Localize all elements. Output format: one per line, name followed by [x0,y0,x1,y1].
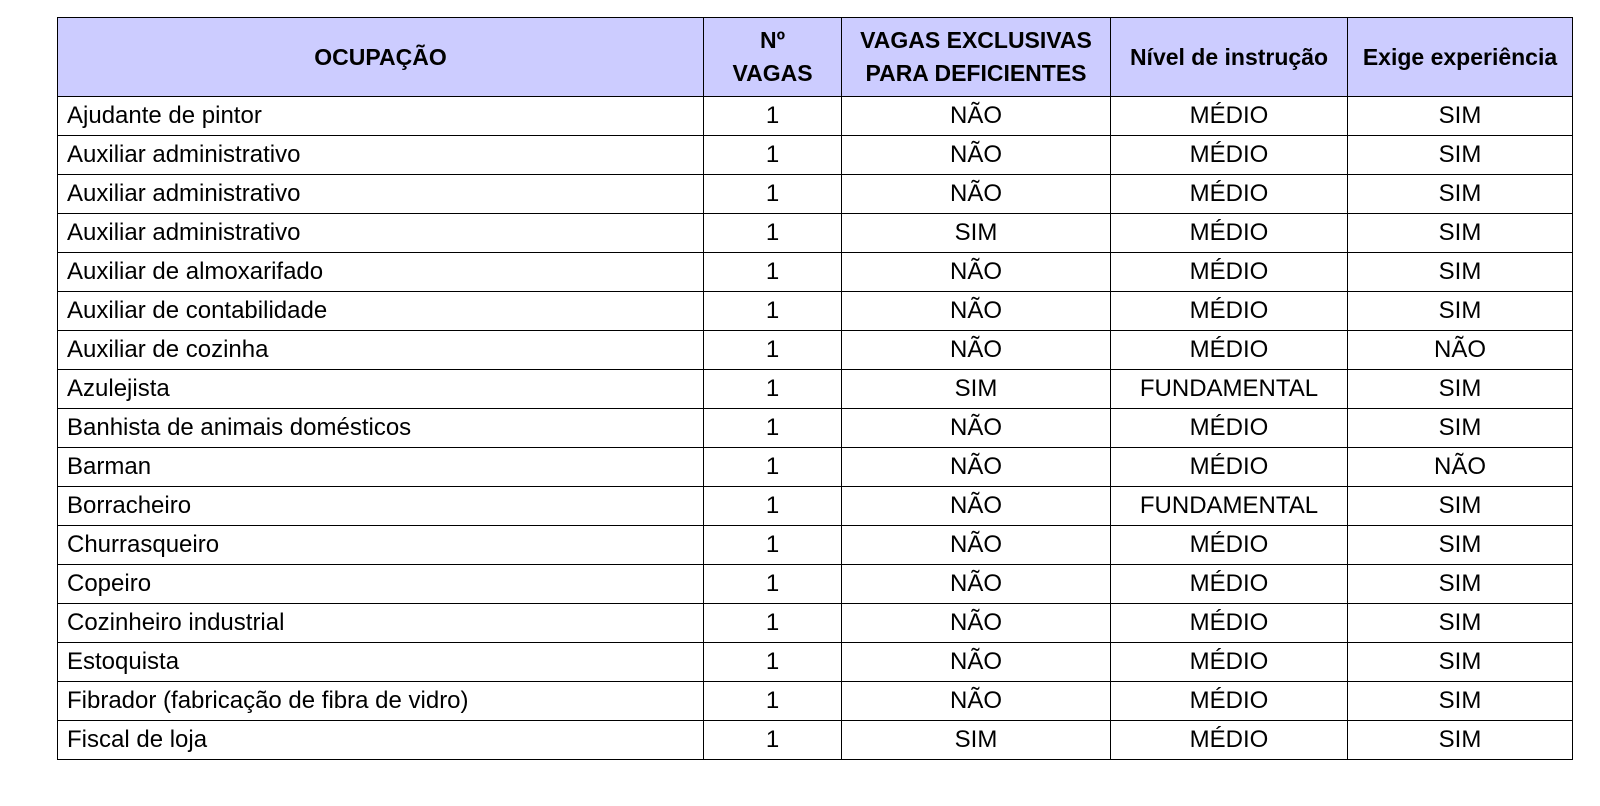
cell-exclusivas: NÃO [842,331,1111,370]
cell-vagas: 1 [704,526,842,565]
table-row [58,97,1573,136]
cell-ocupacao: Auxiliar de almoxarifado [58,253,704,292]
cell-ocupacao: Auxiliar de cozinha [58,331,704,370]
table-row [58,136,1573,175]
cell-ocupacao: Churrasqueiro [58,526,704,565]
cell-nivel: MÉDIO [1111,97,1348,136]
cell-ocupacao: Barman [58,448,704,487]
cell-exclusivas: NÃO [842,682,1111,721]
table-row [58,370,1573,409]
cell-experiencia: SIM [1348,526,1573,565]
table-row [58,643,1573,682]
cell-ocupacao: Fibrador (fabricação de fibra de vidro) [58,682,704,721]
cell-nivel: MÉDIO [1111,643,1348,682]
header-row [58,18,1573,97]
cell-vagas: 1 [704,565,842,604]
header-vagas-exclusivas-line2: PARA DEFICIENTES [865,60,1087,86]
cell-exclusivas: NÃO [842,292,1111,331]
cell-exclusivas: NÃO [842,487,1111,526]
header-exige-experiencia [1348,18,1573,97]
table-row [58,604,1573,643]
table-row [58,526,1573,565]
cell-nivel: MÉDIO [1111,409,1348,448]
cell-vagas: 1 [704,370,842,409]
header-n-vagas-line2: VAGAS [732,60,813,86]
cell-nivel: MÉDIO [1111,175,1348,214]
cell-nivel: MÉDIO [1111,136,1348,175]
cell-experiencia: SIM [1348,409,1573,448]
cell-experiencia: SIM [1348,136,1573,175]
cell-experiencia: NÃO [1348,448,1573,487]
cell-experiencia: SIM [1348,682,1573,721]
table-row [58,487,1573,526]
cell-experiencia: SIM [1348,370,1573,409]
table-row [58,253,1573,292]
cell-nivel: MÉDIO [1111,721,1348,760]
cell-nivel: FUNDAMENTAL [1111,487,1348,526]
cell-vagas: 1 [704,175,842,214]
cell-experiencia: SIM [1348,565,1573,604]
cell-vagas: 1 [704,292,842,331]
cell-experiencia: NÃO [1348,331,1573,370]
cell-vagas: 1 [704,253,842,292]
cell-ocupacao: Auxiliar administrativo [58,214,704,253]
cell-ocupacao: Copeiro [58,565,704,604]
header-vagas-exclusivas-line1: VAGAS EXCLUSIVAS [860,27,1092,53]
cell-ocupacao: Fiscal de loja [58,721,704,760]
cell-ocupacao: Auxiliar de contabilidade [58,292,704,331]
cell-experiencia: SIM [1348,175,1573,214]
cell-ocupacao: Cozinheiro industrial [58,604,704,643]
header-nivel-instrucao [1111,18,1348,97]
cell-nivel: MÉDIO [1111,526,1348,565]
header-ocupacao-label: OCUPAÇÃO [314,43,447,70]
cell-vagas: 1 [704,604,842,643]
cell-nivel: FUNDAMENTAL [1111,370,1348,409]
cell-experiencia: SIM [1348,721,1573,760]
cell-ocupacao: Ajudante de pintor [58,97,704,136]
cell-experiencia: SIM [1348,487,1573,526]
table-row [58,331,1573,370]
cell-vagas: 1 [704,97,842,136]
cell-nivel: MÉDIO [1111,331,1348,370]
cell-exclusivas: SIM [842,370,1111,409]
table-row [58,565,1573,604]
cell-experiencia: SIM [1348,604,1573,643]
cell-exclusivas: NÃO [842,448,1111,487]
cell-nivel: MÉDIO [1111,565,1348,604]
cell-exclusivas: NÃO [842,604,1111,643]
header-ocupacao [58,18,704,97]
cell-nivel: MÉDIO [1111,214,1348,253]
cell-experiencia: SIM [1348,214,1573,253]
cell-exclusivas: NÃO [842,643,1111,682]
cell-exclusivas: NÃO [842,565,1111,604]
table-row [58,175,1573,214]
cell-exclusivas: NÃO [842,409,1111,448]
header-nivel-instrucao-label: Nível de instrução [1129,43,1329,70]
header-n-vagas [704,18,842,97]
cell-exclusivas: NÃO [842,253,1111,292]
table-row [58,214,1573,253]
cell-nivel: MÉDIO [1111,253,1348,292]
cell-vagas: 1 [704,214,842,253]
table-body [58,97,1573,760]
table-row [58,721,1573,760]
header-exige-experiencia-label: Exige experiência [1362,43,1558,70]
cell-exclusivas: SIM [842,721,1111,760]
cell-vagas: 1 [704,721,842,760]
cell-exclusivas: NÃO [842,136,1111,175]
cell-experiencia: SIM [1348,97,1573,136]
header-n-vagas-line1: Nº [759,27,785,53]
cell-vagas: 1 [704,136,842,175]
cell-exclusivas: NÃO [842,526,1111,565]
cell-exclusivas: NÃO [842,97,1111,136]
table-row [58,409,1573,448]
cell-ocupacao: Azulejista [58,370,704,409]
cell-exclusivas: NÃO [842,175,1111,214]
cell-nivel: MÉDIO [1111,604,1348,643]
cell-ocupacao: Auxiliar administrativo [58,136,704,175]
cell-ocupacao: Banhista de animais domésticos [58,409,704,448]
cell-experiencia: SIM [1348,643,1573,682]
table-row [58,292,1573,331]
cell-experiencia: SIM [1348,253,1573,292]
table-row [58,448,1573,487]
header-vagas-exclusivas [842,18,1111,97]
table-header [58,18,1573,97]
cell-nivel: MÉDIO [1111,682,1348,721]
cell-ocupacao: Auxiliar administrativo [58,175,704,214]
cell-nivel: MÉDIO [1111,448,1348,487]
cell-vagas: 1 [704,409,842,448]
cell-ocupacao: Estoquista [58,643,704,682]
cell-nivel: MÉDIO [1111,292,1348,331]
cell-vagas: 1 [704,682,842,721]
job-vacancies-table [57,17,1573,760]
cell-vagas: 1 [704,487,842,526]
cell-exclusivas: SIM [842,214,1111,253]
cell-vagas: 1 [704,331,842,370]
cell-vagas: 1 [704,448,842,487]
cell-vagas: 1 [704,643,842,682]
cell-ocupacao: Borracheiro [58,487,704,526]
table-row [58,682,1573,721]
cell-experiencia: SIM [1348,292,1573,331]
